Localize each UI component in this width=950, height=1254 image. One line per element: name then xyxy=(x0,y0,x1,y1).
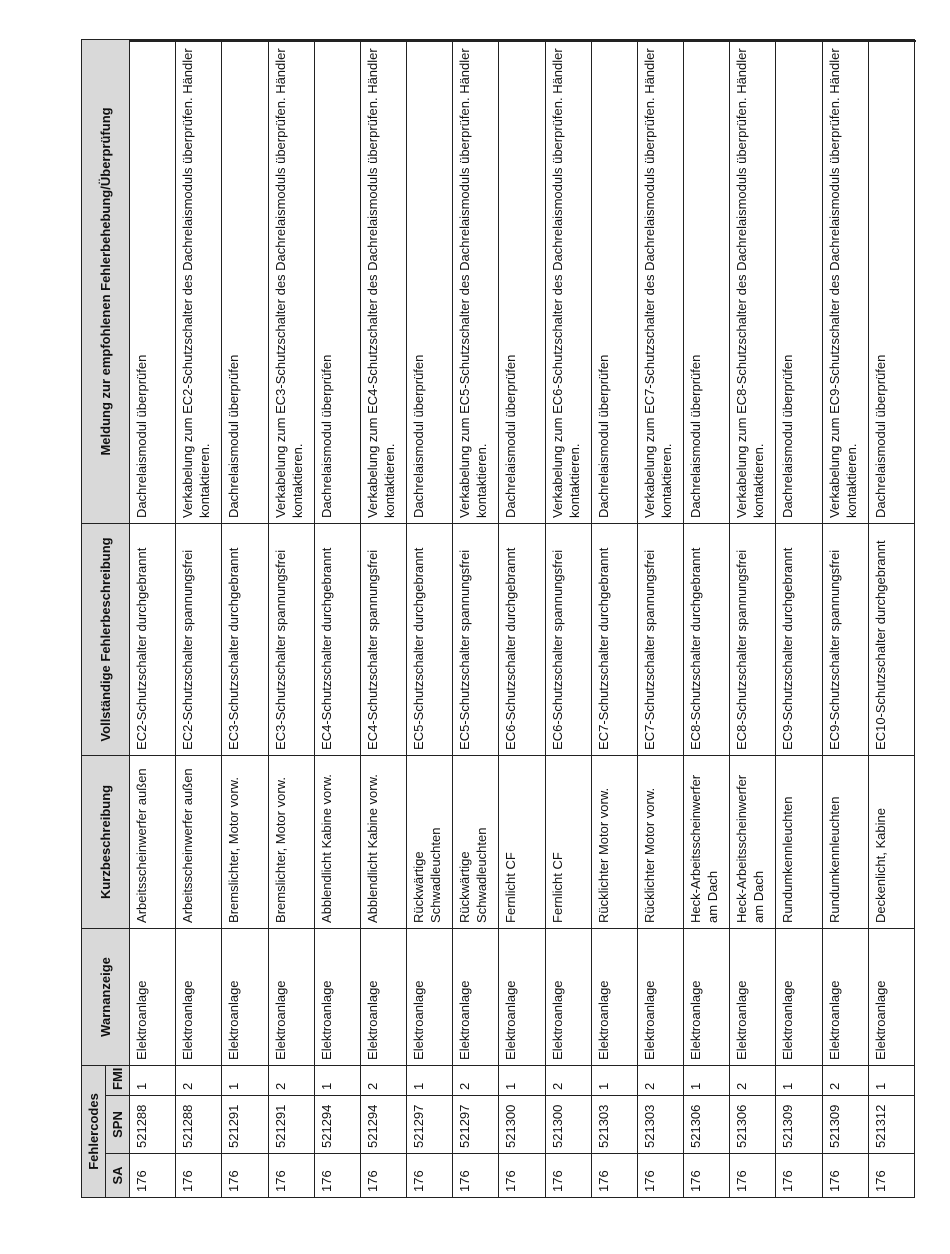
cell-spn: 521294 xyxy=(360,1096,406,1154)
cell-fmi: 1 xyxy=(407,1065,453,1095)
cell-sa: 176 xyxy=(591,1154,637,1198)
cell-warnanzeige: Elektroanlage xyxy=(730,928,776,1065)
cell-warnanzeige: Elektroanlage xyxy=(499,928,545,1065)
table-row xyxy=(222,39,268,1197)
cell-spn: 521309 xyxy=(776,1096,822,1154)
cell-vollstaendige: EC6-Schutzschalter spannungsfrei xyxy=(545,523,591,755)
cell-sa: 176 xyxy=(268,1154,314,1198)
cell-sa: 176 xyxy=(545,1154,591,1198)
cell-sa: 176 xyxy=(314,1154,360,1198)
cell-sa: 176 xyxy=(222,1154,268,1198)
cell-spn: 521297 xyxy=(453,1096,499,1154)
cell-meldung: Dachrelaismodul überprüfen xyxy=(314,39,360,523)
cell-spn: 521306 xyxy=(684,1096,730,1154)
cell-warnanzeige: Elektroanlage xyxy=(684,928,730,1065)
cell-spn: 521306 xyxy=(730,1096,776,1154)
cell-meldung: Dachrelaismodul überprüfen xyxy=(776,39,822,523)
cell-meldung: Verkabelung zum EC6-Schutzschalter des Dachrelaismoduls überprüfen. Händler kontaktieren. xyxy=(545,39,591,523)
cell-spn: 521291 xyxy=(268,1096,314,1154)
table-body xyxy=(130,39,915,1197)
header-spn: SPN xyxy=(106,1096,130,1154)
table-row xyxy=(868,39,914,1197)
table-row xyxy=(407,39,453,1197)
cell-vollstaendige: EC9-Schutzschalter durchgebrannt xyxy=(776,523,822,755)
cell-kurzbeschreibung: Rücklichter Motor vorw. xyxy=(637,755,683,928)
cell-kurzbeschreibung: Rückwärtige Schwadleuchten xyxy=(453,755,499,928)
cell-warnanzeige: Elektroanlage xyxy=(314,928,360,1065)
cell-meldung: Verkabelung zum EC7-Schutzschalter des Dachrelaismoduls überprüfen. Händler kontaktieren. xyxy=(637,39,683,523)
table-row xyxy=(684,39,730,1197)
table-row xyxy=(730,39,776,1197)
cell-vollstaendige: EC2-Schutzschalter durchgebrannt xyxy=(130,523,176,755)
header-fehlercodes: Fehlercodes xyxy=(82,1065,106,1197)
cell-spn: 521294 xyxy=(314,1096,360,1154)
table-row xyxy=(545,39,591,1197)
cell-vollstaendige: EC6-Schutzschalter durchgebrannt xyxy=(499,523,545,755)
cell-sa: 176 xyxy=(499,1154,545,1198)
cell-vollstaendige: EC7-Schutzschalter spannungsfrei xyxy=(637,523,683,755)
cell-spn: 521297 xyxy=(407,1096,453,1154)
cell-warnanzeige: Elektroanlage xyxy=(222,928,268,1065)
cell-sa: 176 xyxy=(868,1154,914,1198)
rotated-table-frame xyxy=(81,40,915,1198)
cell-spn: 521300 xyxy=(545,1096,591,1154)
cell-meldung: Dachrelaismodul überprüfen xyxy=(591,39,637,523)
cell-sa: 176 xyxy=(360,1154,406,1198)
cell-warnanzeige: Elektroanlage xyxy=(822,928,868,1065)
header-warnanzeige: Warnanzeige xyxy=(82,928,130,1065)
cell-vollstaendige: EC2-Schutzschalter spannungsfrei xyxy=(176,523,222,755)
cell-fmi: 1 xyxy=(868,1065,914,1095)
header-sa: SA xyxy=(106,1154,130,1198)
cell-warnanzeige: Elektroanlage xyxy=(453,928,499,1065)
cell-meldung: Dachrelaismodul überprüfen xyxy=(684,39,730,523)
table-row xyxy=(822,39,868,1197)
cell-fmi: 2 xyxy=(360,1065,406,1095)
header-kurzbeschreibung: Kurzbeschreibung xyxy=(82,755,130,928)
cell-meldung: Dachrelaismodul überprüfen xyxy=(499,39,545,523)
cell-warnanzeige: Elektroanlage xyxy=(130,928,176,1065)
cell-fmi: 2 xyxy=(730,1065,776,1095)
cell-vollstaendige: EC9-Schutzschalter spannungsfrei xyxy=(822,523,868,755)
cell-warnanzeige: Elektroanlage xyxy=(637,928,683,1065)
cell-kurzbeschreibung: Bremslichter, Motor vorw. xyxy=(222,755,268,928)
cell-fmi: 2 xyxy=(545,1065,591,1095)
cell-spn: 521291 xyxy=(222,1096,268,1154)
cell-spn: 521312 xyxy=(868,1096,914,1154)
cell-sa: 176 xyxy=(822,1154,868,1198)
cell-fmi: 2 xyxy=(637,1065,683,1095)
cell-fmi: 2 xyxy=(453,1065,499,1095)
cell-vollstaendige: EC4-Schutzschalter durchgebrannt xyxy=(314,523,360,755)
cell-kurzbeschreibung: Rundumkennleuchten xyxy=(776,755,822,928)
cell-vollstaendige: EC3-Schutzschalter durchgebrannt xyxy=(222,523,268,755)
table-row xyxy=(314,39,360,1197)
table-row xyxy=(176,39,222,1197)
header-fmi: FMI xyxy=(106,1065,130,1095)
cell-spn: 521300 xyxy=(499,1096,545,1154)
cell-spn: 521288 xyxy=(130,1096,176,1154)
cell-fmi: 1 xyxy=(499,1065,545,1095)
cell-vollstaendige: EC8-Schutzschalter spannungsfrei xyxy=(730,523,776,755)
cell-sa: 176 xyxy=(730,1154,776,1198)
cell-kurzbeschreibung: Fernlicht CF xyxy=(545,755,591,928)
cell-warnanzeige: Elektroanlage xyxy=(407,928,453,1065)
cell-meldung: Verkabelung zum EC3-Schutzschalter des Dachrelaismoduls überprüfen. Händler kontaktieren. xyxy=(268,39,314,523)
cell-fmi: 2 xyxy=(268,1065,314,1095)
cell-fmi: 1 xyxy=(314,1065,360,1095)
cell-fmi: 1 xyxy=(130,1065,176,1095)
cell-meldung: Verkabelung zum EC5-Schutzschalter des Dachrelaismoduls überprüfen. Händler kontaktieren. xyxy=(453,39,499,523)
table-row xyxy=(130,39,176,1197)
cell-kurzbeschreibung: Heck-Arbeitsscheinwerfer am Dach xyxy=(730,755,776,928)
cell-spn: 521309 xyxy=(822,1096,868,1154)
cell-meldung: Dachrelaismodul überprüfen xyxy=(868,39,914,523)
table-row xyxy=(268,39,314,1197)
cell-vollstaendige: EC5-Schutzschalter durchgebrannt xyxy=(407,523,453,755)
cell-warnanzeige: Elektroanlage xyxy=(868,928,914,1065)
header-vollstaendige: Vollständige Fehlerbeschreibung xyxy=(82,523,130,755)
cell-fmi: 1 xyxy=(684,1065,730,1095)
table-row xyxy=(499,39,545,1197)
cell-sa: 176 xyxy=(776,1154,822,1198)
cell-fmi: 1 xyxy=(776,1065,822,1095)
cell-sa: 176 xyxy=(130,1154,176,1198)
cell-kurzbeschreibung: Arbeitsscheinwerfer außen xyxy=(130,755,176,928)
header-meldung: Meldung zur empfohlenen Fehlerbehebung/Überprüfung xyxy=(82,39,130,523)
cell-warnanzeige: Elektroanlage xyxy=(176,928,222,1065)
fault-code-table xyxy=(81,39,915,1198)
cell-vollstaendige: EC10-Schutzschalter durchgebrannt xyxy=(868,523,914,755)
cell-meldung: Verkabelung zum EC9-Schutzschalter des Dachrelaismoduls überprüfen. Händler kontaktieren. xyxy=(822,39,868,523)
table-row xyxy=(591,39,637,1197)
cell-sa: 176 xyxy=(407,1154,453,1198)
cell-fmi: 2 xyxy=(822,1065,868,1095)
cell-kurzbeschreibung: Rücklichter Motor vorw. xyxy=(591,755,637,928)
cell-kurzbeschreibung: Rundumkennleuchten xyxy=(822,755,868,928)
cell-kurzbeschreibung: Arbeitsscheinwerfer außen xyxy=(176,755,222,928)
table-row xyxy=(360,39,406,1197)
cell-warnanzeige: Elektroanlage xyxy=(268,928,314,1065)
cell-kurzbeschreibung: Heck-Arbeitsscheinwerfer am Dach xyxy=(684,755,730,928)
cell-warnanzeige: Elektroanlage xyxy=(545,928,591,1065)
cell-vollstaendige: EC4-Schutzschalter spannungsfrei xyxy=(360,523,406,755)
cell-fmi: 1 xyxy=(591,1065,637,1095)
cell-meldung: Verkabelung zum EC8-Schutzschalter des Dachrelaismoduls überprüfen. Händler kontaktieren. xyxy=(730,39,776,523)
cell-sa: 176 xyxy=(637,1154,683,1198)
table-row xyxy=(637,39,683,1197)
cell-fmi: 2 xyxy=(176,1065,222,1095)
cell-spn: 521303 xyxy=(591,1096,637,1154)
cell-kurzbeschreibung: Deckenlicht, Kabine xyxy=(868,755,914,928)
cell-kurzbeschreibung: Abblendlicht Kabine vorw. xyxy=(314,755,360,928)
cell-fmi: 1 xyxy=(222,1065,268,1095)
cell-meldung: Verkabelung zum EC4-Schutzschalter des Dachrelaismoduls überprüfen. Händler kontaktieren. xyxy=(360,39,406,523)
cell-vollstaendige: EC7-Schutzschalter durchgebrannt xyxy=(591,523,637,755)
cell-spn: 521303 xyxy=(637,1096,683,1154)
table-row xyxy=(453,39,499,1197)
cell-warnanzeige: Elektroanlage xyxy=(591,928,637,1065)
cell-kurzbeschreibung: Bremslichter, Motor vorw. xyxy=(268,755,314,928)
cell-meldung: Verkabelung zum EC2-Schutzschalter des Dachrelaismoduls überprüfen. Händler kontaktieren. xyxy=(176,39,222,523)
cell-sa: 176 xyxy=(453,1154,499,1198)
cell-sa: 176 xyxy=(176,1154,222,1198)
table-row xyxy=(776,39,822,1197)
cell-vollstaendige: EC5-Schutzschalter spannungsfrei xyxy=(453,523,499,755)
cell-warnanzeige: Elektroanlage xyxy=(360,928,406,1065)
cell-sa: 176 xyxy=(684,1154,730,1198)
cell-kurzbeschreibung: Abblendlicht Kabine vorw. xyxy=(360,755,406,928)
cell-vollstaendige: EC8-Schutzschalter durchgebrannt xyxy=(684,523,730,755)
cell-kurzbeschreibung: Rückwärtige Schwadleuchten xyxy=(407,755,453,928)
cell-kurzbeschreibung: Fernlicht CF xyxy=(499,755,545,928)
cell-meldung: Dachrelaismodul überprüfen xyxy=(222,39,268,523)
cell-warnanzeige: Elektroanlage xyxy=(776,928,822,1065)
cell-spn: 521288 xyxy=(176,1096,222,1154)
cell-meldung: Dachrelaismodul überprüfen xyxy=(407,39,453,523)
cell-vollstaendige: EC3-Schutzschalter spannungsfrei xyxy=(268,523,314,755)
cell-meldung: Dachrelaismodul überprüfen xyxy=(130,39,176,523)
